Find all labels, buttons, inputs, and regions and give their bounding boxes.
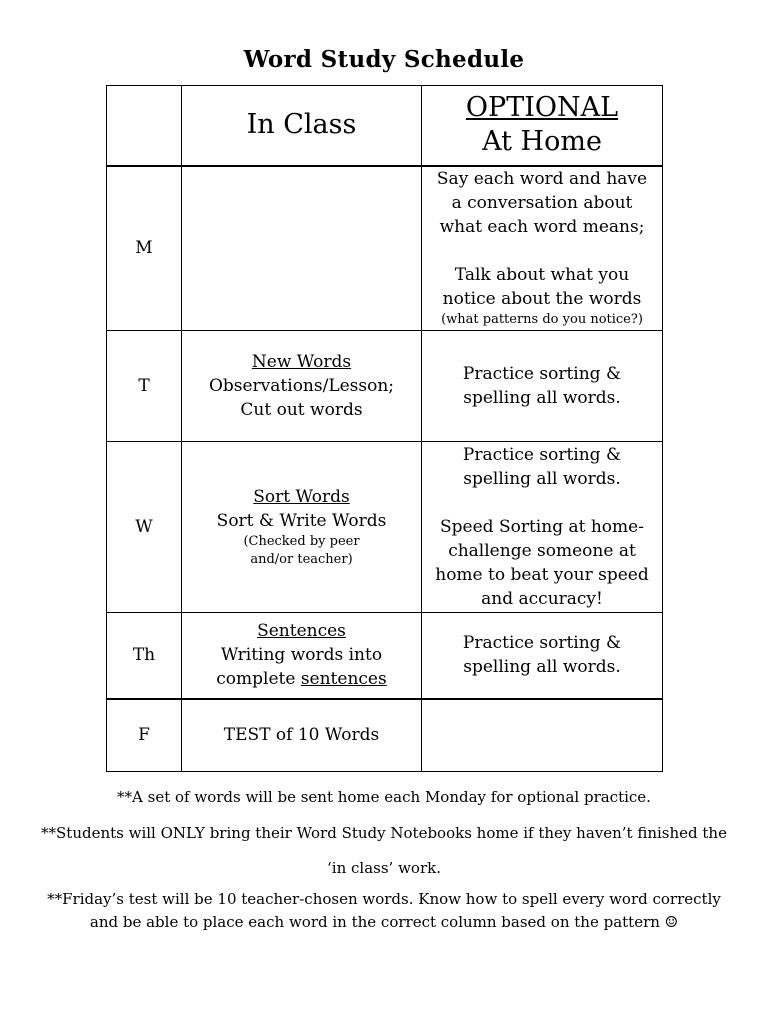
class-heading: Sort Words — [253, 487, 350, 507]
footnotes — [20, 786, 748, 934]
footnote-2: **Students will ONLY bring their Word Study Notebooks home if they haven’t finished the — [41, 824, 727, 842]
at-home-cell-friday — [422, 699, 663, 772]
in-class-cell-wednesday — [182, 442, 422, 613]
home-line: Practice sorting & — [462, 633, 622, 654]
home-line: spelling all words. — [463, 469, 621, 489]
footnote-5: and be able to place each word in the correct column based on the pattern ☺ — [89, 913, 679, 931]
home-line: notice about the words — [442, 289, 642, 310]
class-line — [186, 667, 417, 691]
class-note: (Checked by peer — [243, 534, 360, 549]
in-class-cell-monday — [182, 166, 422, 331]
at-home-cell-tuesday — [422, 331, 663, 442]
home-line: spelling all words. — [463, 388, 621, 408]
home-line: spelling all words. — [463, 657, 621, 678]
header-in-class — [182, 86, 422, 166]
home-line: Practice sorting & — [462, 364, 622, 384]
class-line: Writing words into — [220, 645, 383, 666]
page-title: Word Study Schedule — [243, 46, 525, 73]
footnote-4: **Friday’s test will be 10 teacher-chosen words. Know how to spell every word correctly — [47, 890, 721, 908]
day-label-friday: F — [107, 699, 182, 772]
home-line: challenge someone at — [448, 541, 636, 561]
table-row-friday — [107, 699, 663, 772]
header-row — [107, 86, 663, 166]
footnote-1: **A set of words will be sent home each Monday for optional practice. — [117, 788, 651, 806]
schedule-table — [106, 85, 663, 772]
class-note: and/or teacher) — [250, 552, 353, 567]
home-line: and accuracy! — [481, 589, 603, 609]
day-label-wednesday: W — [107, 442, 182, 613]
home-line: what each word means; — [439, 217, 645, 238]
at-home-cell-thursday — [422, 613, 663, 699]
header-day-cell — [107, 86, 182, 166]
optional-heading: OPTIONAL — [465, 92, 619, 124]
table-row-tuesday — [107, 331, 663, 442]
home-line: Practice sorting & — [462, 445, 622, 465]
home-line: Talk about what you — [454, 265, 630, 286]
home-note: (what patterns do you notice?) — [441, 312, 643, 328]
at-home-cell-monday — [422, 166, 663, 331]
in-class-heading: In Class — [246, 109, 357, 141]
day-label-thursday: Th — [107, 613, 182, 699]
footnote-3: ‘in class’ work. — [327, 859, 441, 877]
home-line: a conversation about — [451, 193, 633, 214]
class-line-underlined: sentences — [300, 669, 387, 690]
in-class-cell-friday — [182, 699, 422, 772]
header-at-home — [422, 86, 663, 166]
at-home-cell-wednesday — [422, 442, 663, 613]
home-line: Say each word and have — [436, 169, 648, 190]
day-label-monday: M — [107, 166, 182, 331]
day-label-tuesday: T — [107, 331, 182, 442]
class-line-prefix: complete — [216, 669, 296, 690]
table-row-thursday — [107, 613, 663, 699]
table-row-wednesday — [107, 442, 663, 613]
in-class-cell-thursday — [182, 613, 422, 699]
at-home-heading: At Home — [482, 126, 602, 158]
class-line: Cut out words — [240, 400, 363, 420]
class-line: TEST of 10 Words — [223, 725, 380, 746]
class-line: Sort & Write Words — [216, 511, 387, 531]
home-line: home to beat your speed — [435, 565, 649, 585]
class-line: Observations/Lesson; — [208, 376, 395, 396]
home-line: Speed Sorting at home- — [440, 517, 644, 537]
in-class-cell-tuesday — [182, 331, 422, 442]
class-heading: New Words — [251, 352, 352, 372]
class-heading: Sentences — [257, 621, 346, 642]
table-row-monday — [107, 166, 663, 331]
